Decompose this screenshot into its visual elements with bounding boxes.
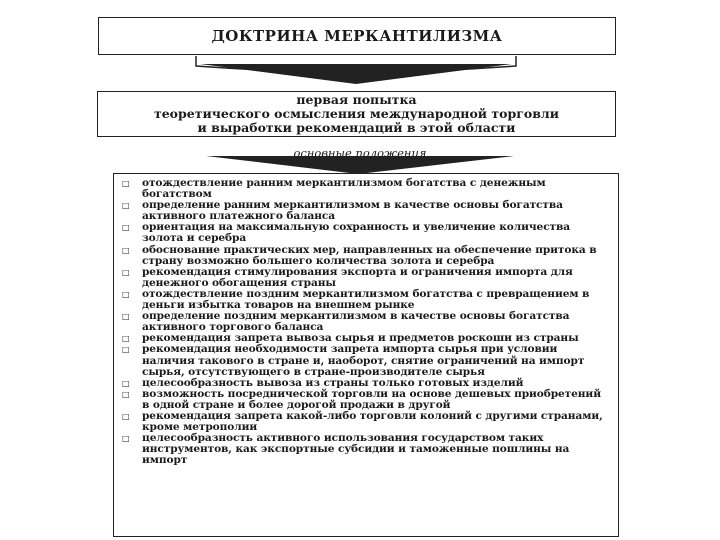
provision-item bbox=[120, 433, 610, 466]
provision-text: отождествление ранним меркантилизмом богатства с денежным богатством bbox=[142, 177, 546, 201]
provision-item bbox=[120, 200, 610, 222]
provision-text: отождествление поздним меркантилизмом богатства с превращением в деньги избытка товаров на внешнем рынке bbox=[142, 287, 590, 312]
checkbox-bullet-icon: □ bbox=[122, 311, 130, 322]
checkbox-bullet-icon: □ bbox=[122, 344, 130, 355]
provision-item bbox=[120, 178, 610, 200]
provision-text: рекомендация запрета какой-либо торговли колоний с другими странами, кроме метрополии bbox=[142, 409, 603, 434]
provision-item bbox=[120, 344, 610, 377]
provision-text: целесообразность активного использования государством таких инструментов, как экспортные субсидии и таможенные пошлины на импорт bbox=[142, 432, 570, 467]
first-attempt-line-2: теоретического осмысления международной торговли bbox=[153, 106, 560, 121]
checkbox-bullet-icon: □ bbox=[122, 222, 130, 233]
checkbox-bullet-icon: □ bbox=[122, 266, 130, 277]
first-attempt-line-1: первая попытка bbox=[296, 92, 417, 107]
first-attempt-line-3: и выработки рекомендаций в этой области bbox=[197, 120, 516, 135]
down-arrow-upper bbox=[196, 56, 516, 84]
checkbox-bullet-icon: □ bbox=[122, 288, 130, 299]
checkbox-bullet-icon: □ bbox=[122, 200, 130, 211]
provision-text: ориентация на максимальную сохранность и увеличение количества золота и серебра bbox=[142, 221, 571, 245]
checkbox-bullet-icon: □ bbox=[122, 410, 130, 421]
provision-text: определение ранним меркантилизмом в качестве основы богатства активного платежного баланса bbox=[142, 199, 563, 223]
provision-text: обоснование практических мер, направленных на обеспечение притока в страну возможно большего количества золота и серебра bbox=[142, 243, 597, 267]
first-attempt-box bbox=[97, 91, 616, 137]
provision-text: рекомендация необходимости запрета импорта сырья при условии наличия такового в стране и, наоборот, снятие ограничений на импорт сырья, отсутствующего в стране-производителе сырья bbox=[142, 343, 585, 378]
provision-item bbox=[120, 289, 610, 311]
provision-item bbox=[120, 411, 610, 433]
checkbox-bullet-icon: □ bbox=[122, 388, 130, 399]
provision-item bbox=[120, 267, 610, 289]
checkbox-bullet-icon: □ bbox=[122, 244, 130, 255]
provision-text: рекомендация запрета вывоза сырья и предметов роскоши из страны bbox=[142, 332, 579, 345]
provision-text: целесообразность вывоза из страны только готовых изделий bbox=[142, 376, 524, 389]
provision-text: возможность посреднической торговли на основе дешевых приобретений в одной стране и более дорогой продажи в другой bbox=[142, 387, 601, 411]
provisions-list-box bbox=[113, 173, 619, 537]
provision-item bbox=[120, 245, 610, 267]
main-provisions-label: основные положения bbox=[293, 146, 427, 160]
provision-text: рекомендация стимулирования экспорта и ограничения импорта для денежного обогащения страны bbox=[142, 265, 573, 289]
checkbox-bullet-icon: □ bbox=[122, 433, 130, 444]
doctrine-title: ДОКТРИНА МЕРКАНТИЛИЗМА bbox=[211, 27, 503, 45]
checkbox-bullet-icon: □ bbox=[122, 377, 130, 388]
provision-item bbox=[120, 311, 610, 333]
checkbox-bullet-icon: □ bbox=[122, 333, 130, 344]
provision-text: определение поздним меркантилизмом в качестве основы богатства активного торгового баланса bbox=[142, 310, 570, 334]
provision-item bbox=[120, 389, 610, 411]
provisions-list bbox=[120, 178, 610, 466]
provision-item bbox=[120, 222, 610, 244]
checkbox-bullet-icon: □ bbox=[122, 178, 130, 188]
